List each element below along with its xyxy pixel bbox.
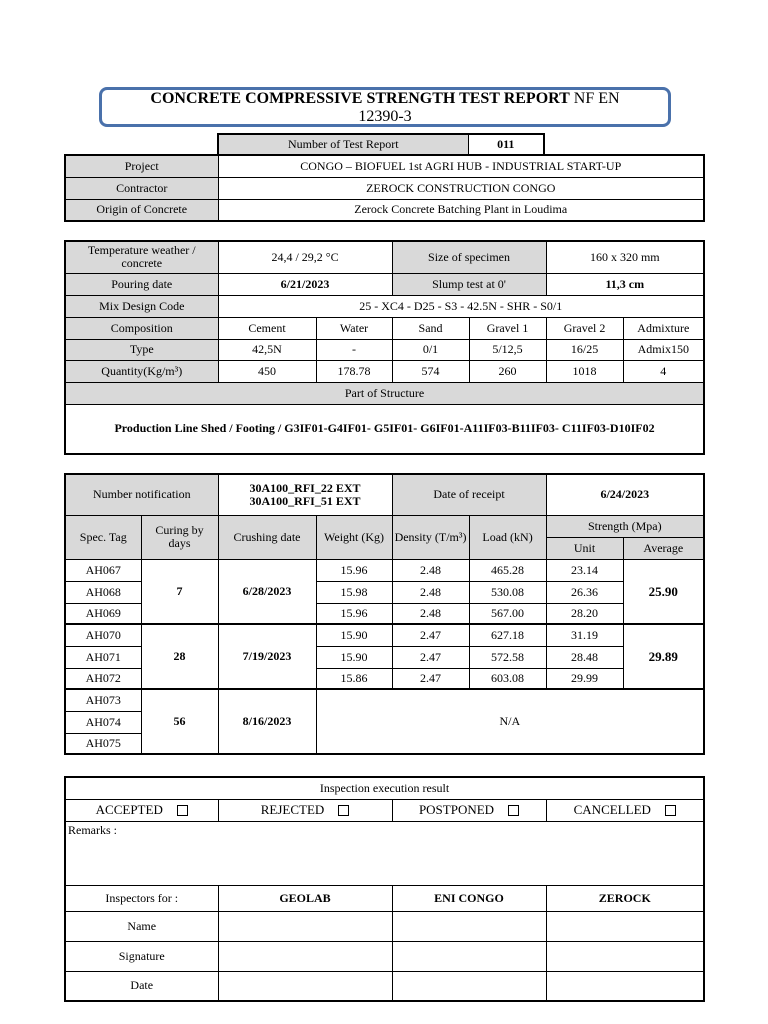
quantity-cell: 574 (392, 360, 469, 382)
load: 603.08 (469, 668, 546, 689)
mix-design-label: Mix Design Code (65, 295, 218, 317)
mix-design-table (64, 240, 705, 455)
curing-days: 7 (141, 559, 218, 624)
status-label: POSTPONED (418, 802, 495, 818)
table-row (65, 689, 704, 711)
signature-field-eni-congo[interactable] (392, 941, 546, 971)
density: 2.47 (392, 624, 469, 646)
table-row (65, 624, 704, 646)
inspectors-label: Inspectors for : (65, 885, 218, 911)
status-rejected (218, 799, 392, 821)
composition-cell: Gravel 1 (469, 317, 546, 339)
weight: 15.90 (316, 624, 392, 646)
type-cell: 42,5N (218, 339, 316, 360)
col-header-crushing: Crushing date (218, 515, 316, 559)
receipt-date-value: 6/24/2023 (546, 474, 704, 515)
contractor-value: ZEROCK CONSTRUCTION CONGO (218, 177, 704, 199)
temperature-value: 24,4 / 29,2 °C (218, 241, 392, 273)
strength-unit: 28.48 (546, 646, 623, 668)
composition-cell: Gravel 2 (546, 317, 623, 339)
spec-tag: AH072 (65, 668, 141, 689)
project-table (64, 154, 705, 222)
name-label: Name (65, 911, 218, 941)
name-field-geolab[interactable] (218, 911, 392, 941)
project-label: Project (65, 155, 218, 177)
signature-field-geolab[interactable] (218, 941, 392, 971)
report-title (99, 87, 671, 127)
strength-unit: 23.14 (546, 559, 623, 581)
slump-test-value: 11,3 cm (546, 273, 704, 295)
date-field-zerock[interactable] (546, 971, 704, 1001)
quantity-cell: 4 (623, 360, 704, 382)
report-title-standard-number: 12390-3 (358, 108, 412, 125)
spec-tag: AH069 (65, 603, 141, 624)
status-accepted (65, 799, 218, 821)
mix-design-value: 25 - XC4 - D25 - S3 - 42.5N - SHR - S0/1 (218, 295, 704, 317)
receipt-date-label: Date of receipt (392, 474, 546, 515)
remarks-label: Remarks : (68, 822, 117, 837)
status-cancelled (546, 799, 704, 821)
density: 2.48 (392, 581, 469, 603)
notification-value (218, 474, 392, 515)
strength-unit: 28.20 (546, 603, 623, 624)
type-cell: 16/25 (546, 339, 623, 360)
strength-unit: 26.36 (546, 581, 623, 603)
status-label: ACCEPTED (95, 802, 163, 818)
notification-line: 30A100_RFI_22 EXT (249, 480, 361, 495)
specimen-size-label: Size of specimen (392, 241, 546, 273)
pouring-date-value: 6/21/2023 (218, 273, 392, 295)
pouring-date-label: Pouring date (65, 273, 218, 295)
cancelled-checkbox[interactable] (665, 805, 676, 816)
col-header-average: Average (623, 537, 704, 559)
spec-tag: AH073 (65, 689, 141, 711)
load: 465.28 (469, 559, 546, 581)
table-row (65, 559, 704, 581)
type-cell: 5/12,5 (469, 339, 546, 360)
not-available: N/A (316, 689, 704, 754)
composition-cell: Admixture (623, 317, 704, 339)
composition-cell: Water (316, 317, 392, 339)
report-number-table (217, 133, 545, 156)
curing-days: 28 (141, 624, 218, 689)
temperature-label: Temperature weather / concrete (65, 241, 218, 273)
quantity-cell: 450 (218, 360, 316, 382)
strength-average: 29.89 (623, 624, 704, 689)
date-field-eni-congo[interactable] (392, 971, 546, 1001)
party-zerock: ZEROCK (546, 885, 704, 911)
col-header-density: Density (T/m³) (392, 515, 469, 559)
contractor-label: Contractor (65, 177, 218, 199)
load: 572.58 (469, 646, 546, 668)
strength-results-table (64, 473, 705, 755)
party-geolab: GEOLAB (218, 885, 392, 911)
name-field-eni-congo[interactable] (392, 911, 546, 941)
composition-cell: Sand (392, 317, 469, 339)
weight: 15.96 (316, 559, 392, 581)
type-cell: Admix150 (623, 339, 704, 360)
strength-unit: 29.99 (546, 668, 623, 689)
density: 2.48 (392, 603, 469, 624)
date-label: Date (65, 971, 218, 1001)
col-header-load: Load (kN) (469, 515, 546, 559)
col-header-unit: Unit (546, 537, 623, 559)
name-field-zerock[interactable] (546, 911, 704, 941)
load: 567.00 (469, 603, 546, 624)
signature-field-zerock[interactable] (546, 941, 704, 971)
spec-tag: AH068 (65, 581, 141, 603)
postponed-checkbox[interactable] (508, 805, 519, 816)
weight: 15.90 (316, 646, 392, 668)
quantity-label: Quantity(Kg/m³) (65, 360, 218, 382)
status-label: CANCELLED (573, 802, 651, 818)
density: 2.47 (392, 668, 469, 689)
rejected-checkbox[interactable] (338, 805, 349, 816)
crushing-date: 6/28/2023 (218, 559, 316, 624)
load: 627.18 (469, 624, 546, 646)
spec-tag: AH071 (65, 646, 141, 668)
weight: 15.96 (316, 603, 392, 624)
crushing-date: 8/16/2023 (218, 689, 316, 754)
load: 530.08 (469, 581, 546, 603)
project-value: CONGO – BIOFUEL 1st AGRI HUB - INDUSTRIAL START-UP (218, 155, 704, 177)
spec-tag: AH075 (65, 733, 141, 754)
status-label: REJECTED (260, 802, 325, 818)
inspection-title: Inspection execution result (65, 777, 704, 799)
quantity-cell: 178.78 (316, 360, 392, 382)
spec-tag: AH074 (65, 711, 141, 733)
curing-days: 56 (141, 689, 218, 754)
party-eni-congo: ENI CONGO (392, 885, 546, 911)
spec-tag: AH067 (65, 559, 141, 581)
report-number-label: Number of Test Report (218, 134, 468, 155)
report-title-standard: NF EN (569, 90, 620, 107)
type-label: Type (65, 339, 218, 360)
composition-cell: Cement (218, 317, 316, 339)
col-header-curing: Curing by days (141, 515, 218, 559)
weight: 15.86 (316, 668, 392, 689)
inspection-table (64, 776, 705, 1002)
strength-average: 25.90 (623, 559, 704, 624)
composition-label: Composition (65, 317, 218, 339)
report-number-value: 011 (468, 134, 544, 155)
report-title-main: CONCRETE COMPRESSIVE STRENGTH TEST REPORT (150, 90, 570, 107)
signature-label: Signature (65, 941, 218, 971)
spec-tag: AH070 (65, 624, 141, 646)
slump-test-label: Slump test at 0' (392, 273, 546, 295)
density: 2.47 (392, 646, 469, 668)
origin-label: Origin of Concrete (65, 199, 218, 221)
date-field-geolab[interactable] (218, 971, 392, 1001)
col-header-weight: Weight (Kg) (316, 515, 392, 559)
quantity-cell: 1018 (546, 360, 623, 382)
type-cell: - (316, 339, 392, 360)
notification-line: 30A100_RFI_51 EXT (249, 493, 361, 508)
status-postponed (392, 799, 546, 821)
accepted-checkbox[interactable] (177, 805, 188, 816)
specimen-size-value: 160 x 320 mm (546, 241, 704, 273)
part-of-structure-value: Production Line Shed / Footing / G3IF01-G4IF01- G5IF01- G6IF01-A11IF03-B11IF03- C11IF03-D10IF02 (65, 404, 704, 454)
type-cell: 0/1 (392, 339, 469, 360)
part-of-structure-label: Part of Structure (65, 382, 704, 404)
remarks-field[interactable] (65, 821, 704, 885)
strength-unit: 31.19 (546, 624, 623, 646)
col-header-tag: Spec. Tag (65, 515, 141, 559)
weight: 15.98 (316, 581, 392, 603)
notification-label: Number notification (65, 474, 218, 515)
quantity-cell: 260 (469, 360, 546, 382)
crushing-date: 7/19/2023 (218, 624, 316, 689)
density: 2.48 (392, 559, 469, 581)
col-header-strength: Strength (Mpa) (546, 515, 704, 537)
origin-value: Zerock Concrete Batching Plant in Loudima (218, 199, 704, 221)
